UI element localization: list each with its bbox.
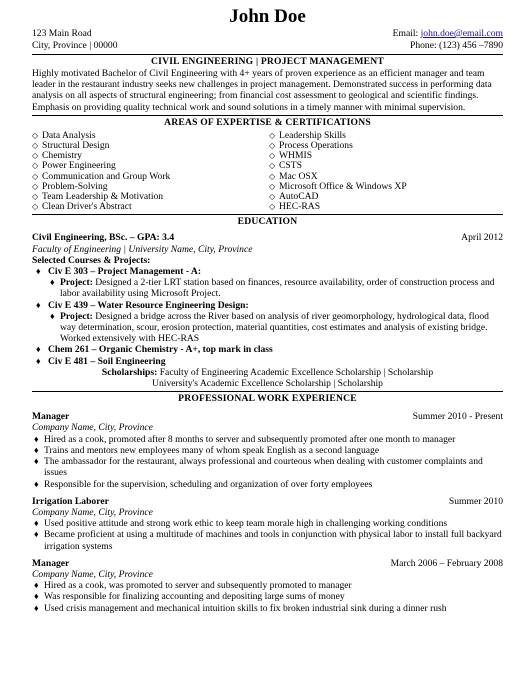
skill-label: Communication and Group Work (42, 170, 171, 182)
scholarships-line-1 (32, 367, 503, 378)
skill-label: Team Leadership & Motivation (42, 191, 164, 203)
bullet-text: Hired as a cook, was promoted to server and subsequently promoted to manager (44, 580, 352, 592)
diamond-icon: ◇ (32, 202, 39, 212)
bullet-icon: ♦ (34, 444, 39, 455)
course-item (32, 266, 503, 277)
job-date: Summer 2010 - Present (412, 411, 503, 423)
faculty: Faculty of Engineering | University Name, City, Province (32, 243, 253, 255)
list-item (32, 479, 503, 490)
list-item (32, 518, 503, 529)
skills-column-2 (269, 131, 407, 213)
courses-label: Selected Courses & Projects: (32, 254, 151, 266)
project-label: Project: (60, 277, 93, 289)
objective-summary: Highly motivated Bachelor of Civil Engineering with 4+ years of proven experience as an efficient manager and team leader in the restaurant industry seeks new challenges in project management. Demonstrated success in performing data analysis on all aspects of structural engineering; from financial cost assessment to geological and scientific findings. Emphasis on providing quality technical work and sound solutions in a timely manner with minimal supervision. (32, 68, 492, 113)
job-entry (32, 496, 503, 552)
skill-label: Process Operations (279, 140, 353, 152)
job-entry (32, 411, 503, 489)
contact-row-2 (32, 40, 503, 52)
course-label: Chem 261 – Organic Chemistry - A+, top mark in class (48, 344, 273, 356)
skill-label: Data Analysis (42, 129, 96, 141)
course-item (32, 300, 503, 311)
job-title: Manager (32, 411, 70, 423)
project-label: Project: (60, 310, 93, 322)
candidate-name: John Doe (229, 6, 306, 27)
email-link[interactable]: john.doe@email.com (420, 28, 503, 39)
diamond-icon: ◇ (32, 130, 39, 140)
project-text: Designed a 2-tier LRT station based on finances, resource availability, order of construction process and labor availability using Microsoft Project. (60, 277, 495, 300)
email-line (393, 28, 503, 40)
bullet-text: Used positive attitude and strong work ethic to keep team morale high in challenging working conditions (44, 518, 448, 530)
diamond-icon: ◇ (32, 192, 39, 202)
bullet-icon: ♦ (50, 310, 55, 321)
job-header (32, 411, 503, 422)
bullet-text: Hired as a cook, promoted after 8 months to server and subsequently promoted after one month to manager (44, 433, 456, 445)
job-bullets (32, 434, 503, 490)
course-label: Civ E 481 – Soil Engineering (48, 355, 166, 367)
diamond-icon: ◇ (32, 171, 39, 181)
job-header (32, 558, 503, 569)
diamond-icon: ◇ (269, 192, 276, 202)
course-item (32, 344, 503, 355)
course-label: Civ E 303 – Project Management - A: (48, 266, 202, 278)
skill-label: Structural Design (42, 140, 110, 152)
job-company: Company Name, City, Province (32, 422, 153, 434)
diamond-icon: ◇ (269, 171, 276, 181)
bullet-icon: ♦ (34, 433, 39, 444)
bullet-text: The ambassador for the restaurant, always professional and courteous when dealing with customer complaints and issues (44, 456, 483, 479)
job-header (32, 496, 503, 507)
city-line: City, Province | 00000 (32, 40, 118, 51)
address-line: 123 Main Road (32, 28, 92, 39)
bullet-icon: ♦ (36, 344, 41, 355)
bullet-icon: ♦ (50, 277, 55, 288)
bullet-icon: ♦ (34, 591, 39, 602)
job-title: Manager (32, 557, 70, 569)
job-company: Company Name, City, Province (32, 506, 153, 518)
list-item (32, 445, 503, 456)
divider (32, 214, 503, 215)
job-company: Company Name, City, Province (32, 568, 153, 580)
diamond-icon: ◇ (269, 202, 276, 212)
skill-label: AutoCAD (279, 191, 319, 203)
skill-label: Chemistry (42, 150, 82, 162)
diamond-icon: ◇ (32, 161, 39, 171)
skill-label: Clean Driver's Abstract (42, 201, 132, 213)
list-item (32, 591, 503, 602)
bullet-text: Responsible for the supervision, scheduling and organization of over forty employees (44, 478, 373, 490)
contact-row-1 (32, 28, 503, 40)
list-item (32, 529, 503, 551)
bullet-text: Became proficient at using a multitude of machines and tools in conjunction with physical labor to install full backyard irrigation systems (44, 529, 502, 552)
skills-grid (32, 131, 503, 213)
job-date: March 2006 – February 2008 (390, 557, 503, 569)
experience-title: PROFESSIONAL WORK EXPERIENCE (178, 393, 357, 405)
list-item (32, 456, 503, 478)
bullet-icon: ♦ (36, 266, 41, 277)
skill-label: Power Engineering (42, 160, 116, 172)
bullet-icon: ♦ (36, 355, 41, 366)
bullet-text: Was responsible for finalizing accounting and depositing large sums of money (44, 591, 345, 603)
diamond-icon: ◇ (269, 141, 276, 151)
job-bullets (32, 518, 503, 552)
divider (32, 391, 503, 392)
skill-label: Leadership Skills (279, 129, 346, 141)
diamond-icon: ◇ (32, 181, 39, 191)
job-title: Irrigation Laborer (32, 495, 109, 507)
degree: Civil Engineering, BSc. – GPA: 3.4 (32, 232, 175, 244)
project-text: Designed a bridge across the River based on analysis of river geomorphology, hydrological data, flood way determination, scour, erosion protection, material quantities, cost estimates and analysis of existing bridge. Worked extensively with HEC-RAS (60, 310, 489, 345)
diamond-icon: ◇ (269, 161, 276, 171)
job-entry (32, 558, 503, 614)
objective-title: CIVIL ENGINEERING | PROJECT MANAGEMENT (151, 56, 384, 67)
diamond-icon: ◇ (269, 181, 276, 191)
skills-column-1 (32, 131, 269, 213)
skill-label: WHMIS (279, 150, 313, 162)
degree-date: April 2012 (461, 232, 503, 244)
bullet-icon: ♦ (34, 478, 39, 489)
skill-label: Microsoft Office & Windows XP (279, 180, 407, 192)
skill-label: CSTS (279, 160, 302, 172)
job-date: Summer 2010 (448, 495, 503, 507)
bullet-icon: ♦ (34, 580, 39, 591)
bullet-text: Trains and mentors new employees many of whom speak English as a second language (44, 444, 380, 456)
project-item (32, 311, 503, 345)
scholarship-text: Faculty of Engineering Academic Excellence Scholarship | Scholarship (157, 366, 434, 378)
list-item (32, 603, 503, 614)
scholarships-label: Scholarships: (101, 366, 158, 378)
bullet-icon: ♦ (36, 299, 41, 310)
degree-row (32, 232, 503, 243)
divider (32, 54, 503, 55)
bullet-text: Used crisis management and mechanical intuition skills to fix broken industrial sink during a dinner rush (44, 602, 447, 614)
skill-label: Problem-Solving (42, 180, 108, 192)
education-title: EDUCATION (237, 216, 298, 228)
skills-title: AREAS OF EXPERTISE & CERTIFICATIONS (164, 116, 371, 128)
list-item (32, 580, 503, 591)
diamond-icon: ◇ (269, 151, 276, 161)
skill-label: Mac OSX (279, 170, 318, 182)
scholarships-line-2: University's Academic Excellence Scholarship | Scholarship (152, 378, 383, 390)
bullet-icon: ♦ (34, 529, 39, 540)
bullet-icon: ♦ (34, 456, 39, 467)
diamond-icon: ◇ (32, 141, 39, 151)
project-item (32, 277, 503, 299)
skill-label: HEC-RAS (279, 201, 321, 213)
bullet-icon: ♦ (34, 602, 39, 613)
divider (32, 115, 503, 116)
skill-item (269, 202, 407, 212)
skill-item (32, 202, 269, 212)
course-item (32, 356, 503, 367)
phone-line: Phone: (123) 456 –7890 (409, 40, 503, 51)
diamond-icon: ◇ (32, 151, 39, 161)
list-item (32, 434, 503, 445)
email-label: Email: (392, 28, 419, 39)
bullet-icon: ♦ (34, 518, 39, 529)
course-label: Civ E 439 – Water Resource Engineering Design: (48, 299, 249, 311)
job-bullets (32, 580, 503, 614)
diamond-icon: ◇ (269, 130, 276, 140)
